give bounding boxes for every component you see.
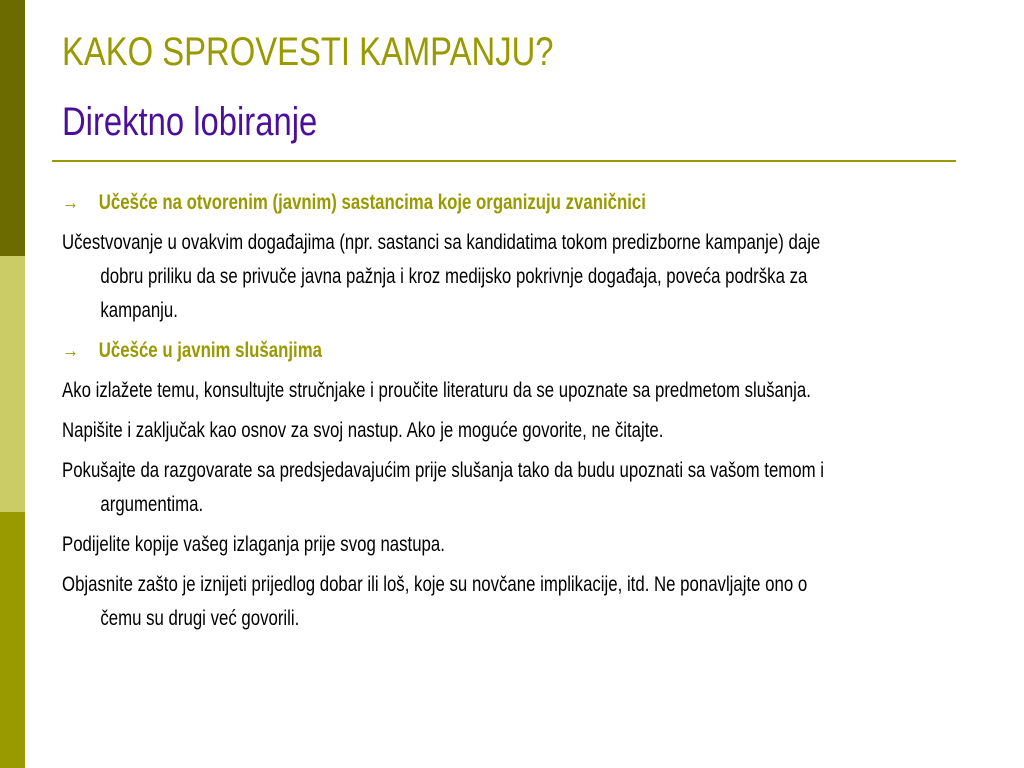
slide-body [62,186,982,636]
paragraph-line: dobru priliku da se privuče javna pažnja i kroz medijsko pokrivnje događaja, poveća podrška za [100,265,808,288]
side-bar-top [0,0,25,256]
paragraph-line: argumentima. [100,493,204,516]
paragraph [62,226,982,328]
paragraph [62,568,982,636]
paragraph-line: kampanju. [100,299,178,322]
paragraph-line: Pokušajte da razgovarate sa predsjedavajućim prije slušanja tako da budu upoznati sa vašom temom i [62,459,825,482]
paragraph-line: Objasnite zašto je iznijeti prijedlog dobar ili loš, koje su novčane implikacije, itd. Ne ponavljajte ono o [62,573,808,596]
section-heading [62,334,798,368]
slide-title: KAKO SPROVESTI KAMPANJU? [62,30,554,74]
paragraph-line: Učestvovanje u ovakvim događajima (npr. sastanci sa kandidatima tokom predizborne kampanje) daje [62,231,821,254]
paragraph [62,414,982,448]
title-divider [52,160,956,162]
section-heading [62,186,798,220]
paragraph-line: Napišite i zaključak kao osnov za svoj nastup. Ako je moguće govorite, ne čitajte. [62,419,664,442]
paragraph [62,454,982,522]
section-heading-text: Učešće na otvorenim (javnim) sastancima koje organizuju zvaničnici [98,191,646,214]
arrow-right-icon: → [62,339,79,362]
paragraph-line: Podijelite kopije vašeg izlaganja prije svog nastupa. [62,533,445,556]
section-heading-text: Učešće u javnim slušanjima [98,339,322,362]
side-bar-bottom [0,512,25,768]
slide-subtitle: Direktno lobiranje [62,100,318,144]
paragraph [62,374,982,408]
paragraph-line: Ako izlažete temu, konsultujte stručnjake i proučite literaturu da se upoznate sa predmetom slušanja. [62,379,811,402]
paragraph [62,528,982,562]
arrow-right-icon: → [62,191,79,214]
paragraph-line: čemu su drugi već govorili. [100,607,300,630]
side-bar-middle [0,256,25,512]
